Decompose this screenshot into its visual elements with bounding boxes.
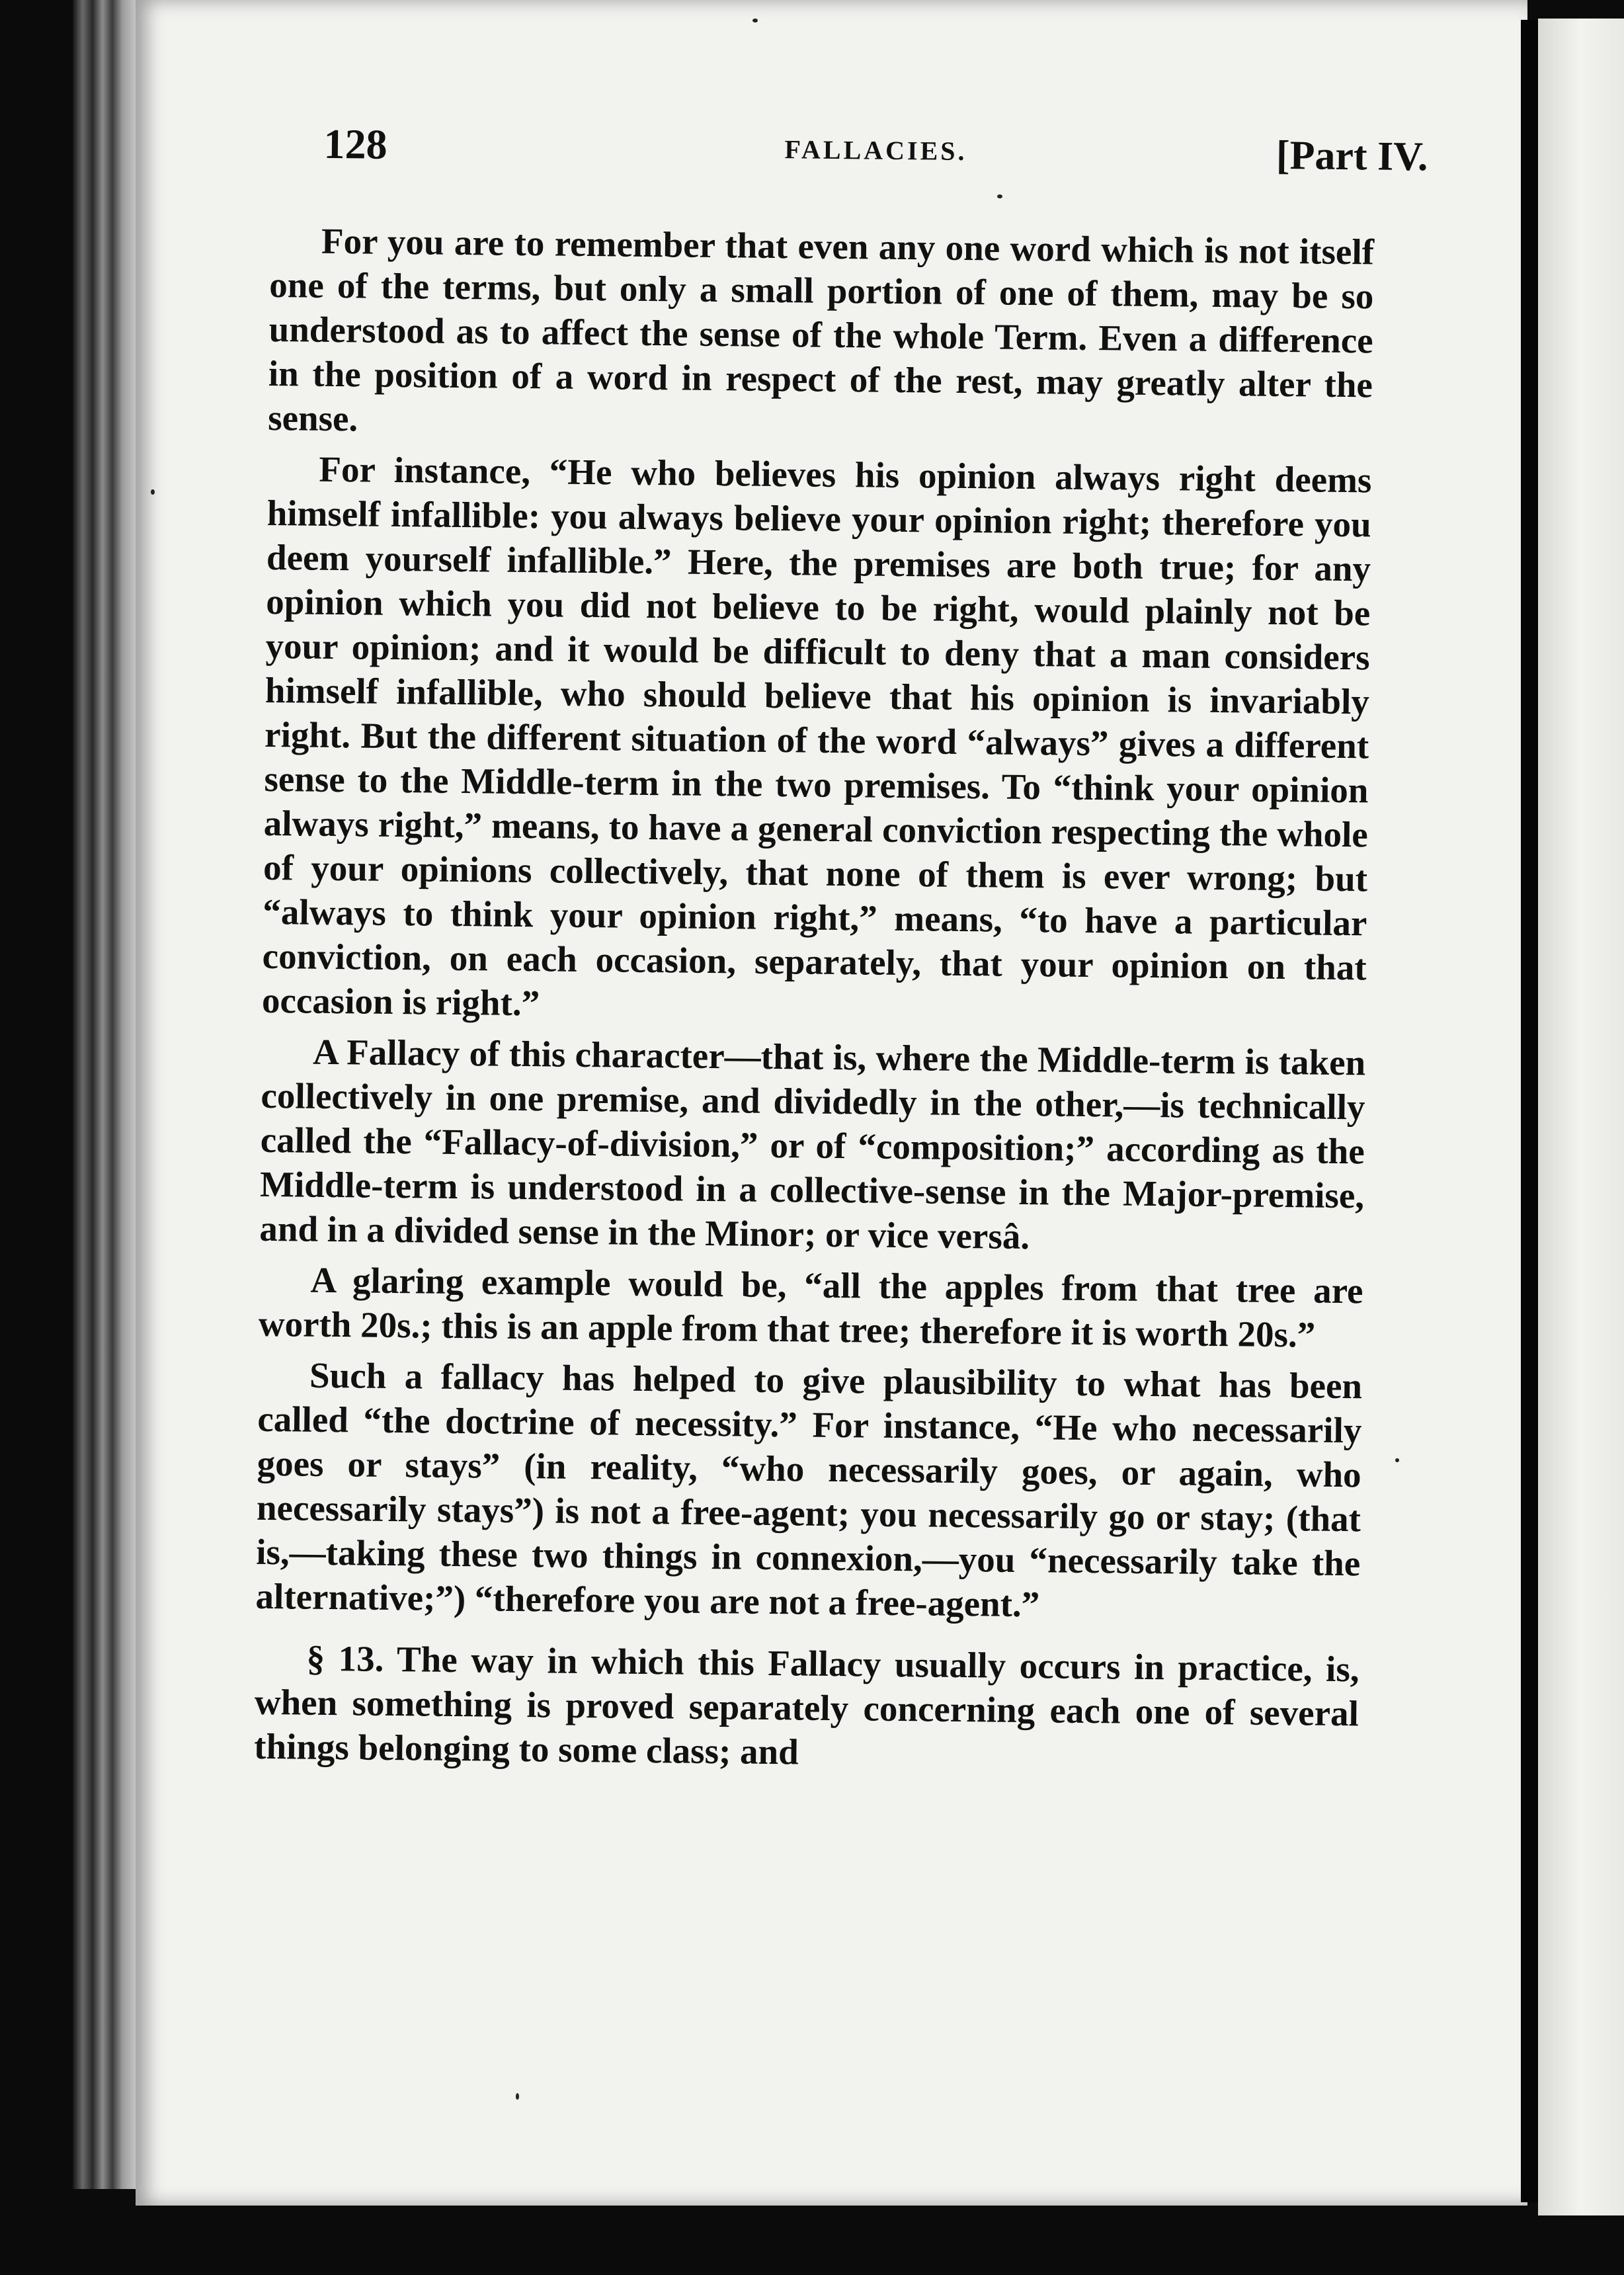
- page-text-block: [253, 119, 1428, 1786]
- running-title: FALLACIES.: [784, 134, 967, 167]
- paragraph: For you are to remember that even any one word which is not itself one of the terms, but only a small portion of one of them, may be so understood as to affect the sense of the whole Term. Even a difference in the position of a word in respect of the rest, may greatly alter the sense.: [267, 220, 1375, 439]
- specks: [151, 489, 155, 495]
- paragraph-section-13: § 13. The way in which this Fallacy usually occurs in practice, is, when something is proved separately concerning each one of several things belonging to some class; and: [253, 1637, 1360, 1772]
- paragraph: For instance, “He who believes his opinion always right deems himself infallible: you always believe your opinion right; therefore you deem yourself infallible.” Here, the premises are both true; for any opinion which you did not believe to be right, would plainly not be your opinion; and it would be difficult to deny that a man considers himself infallible, who should believe that his opinion is invariably right. But the different situation of the word “always” gives a different sense to the Middle-term in the two premises. To “think your opinion always right,” means, to have a general conviction respecting the whole of your opinions collectively, that none of them is ever wrong; but “always to think your opinion right,” means, “to have a particular conviction, on each occasion, separately, that your opinion on that occasion is right.”: [261, 448, 1372, 1024]
- page-number: 128: [323, 120, 387, 168]
- page-gutter: [1521, 20, 1538, 2202]
- top-border: [1538, 0, 1624, 19]
- specks: [752, 19, 758, 22]
- paragraph: A Fallacy of this character—that is, where the Middle-term is taken collectively in one premise, and dividedly in the other,—is technically called the “Fallacy-of-division,” or of “composition;” according as the Middle-term is understood in a collective-sense in the Major-premise, and in a divided sense in the Minor; or vice versâ.: [259, 1031, 1366, 1257]
- specks: [516, 2093, 519, 2100]
- specks: [1395, 1458, 1399, 1462]
- paragraph: A glaring example would be, “all the apples from that tree are worth 20s.; this is an apple from that tree; therefore it is worth 20s.”: [258, 1259, 1363, 1355]
- paragraph: Such a fallacy has helped to give plausibility to what has been called “the doctrine of necessity.” For instance, “He who necessarily goes or stays” (in reality, “who necessarily goes, or again, who necessarily stays”) is not a free-agent; you necessarily go or stay; (that is,—taking these two things in connexion,—you “necessarily take the alternative;”) “therefore you are not a free-agent.”: [255, 1354, 1363, 1625]
- part-label: [Part IV.: [1276, 132, 1428, 180]
- body-text: [254, 218, 1374, 1780]
- book-spine-edge: [73, 0, 139, 2189]
- next-page-edge: [1538, 0, 1624, 2215]
- running-header: [323, 120, 1428, 204]
